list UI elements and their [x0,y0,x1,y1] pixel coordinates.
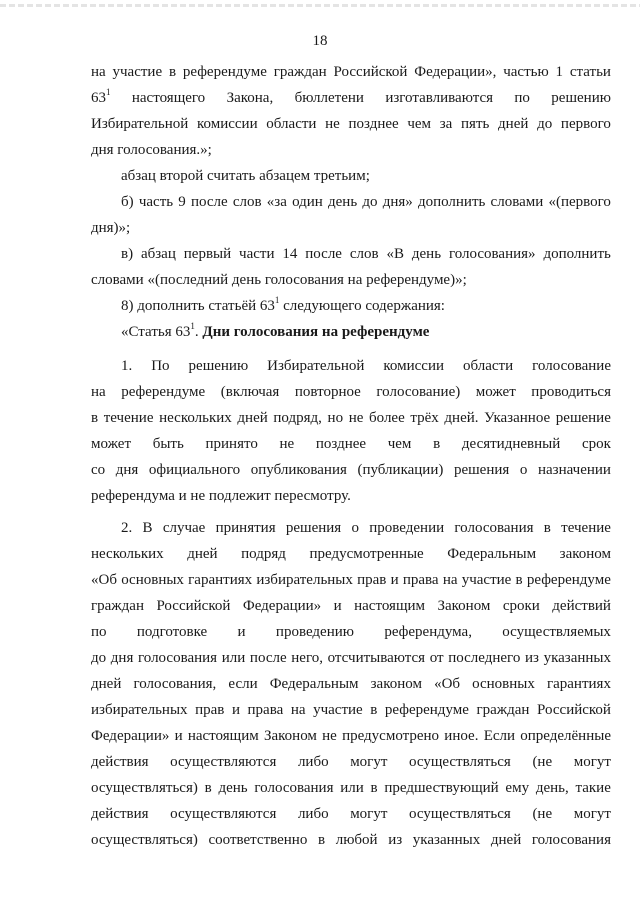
text-line: «Об основных гарантиях избирательных прав и права на участие в референдуме [91,572,611,588]
text-line: в течение нескольких дней подряд, но не более трёх дней. Указанное решение [91,410,611,426]
text-line: Избирательной комиссии области не позднее чем за пять дней до первого [91,116,611,132]
text-line: избирательных прав и права на участие в референдуме граждан Российской [91,702,611,718]
text-line: нескольких дней подряд предусмотренные Федеральным законом [91,546,611,562]
text-line: действия осуществляются либо могут осуществляться (не могут [91,806,611,822]
text-line: 1. По решению Избирательной комиссии области голосование [121,358,611,374]
text-line: Федерации» и настоящим Законом не предусмотрено иное. Если определённые [91,728,611,744]
text-line: референдума и не подлежит пересмотру. [91,488,351,504]
page-number: 18 [312,33,328,49]
text-line: на участие в референдуме граждан Российской Федерации», частью 1 статьи [91,64,611,80]
text-line: $63^1$ настоящего Закона, бюллетени изготавливаются по решению [91,87,611,106]
text-line: осуществляться) соответственно в любой из указанных дней голосования [91,832,611,848]
text-line: граждан Российской Федерации» и настоящим Законом сроки действий [91,598,611,614]
text-line: дня голосования.»; [91,142,212,158]
text-line: дня)»; [91,220,131,236]
text-line: осуществляться) в день голосования или в предшествующий ему день, такие [91,780,611,796]
text-line: б) часть 9 после слов «за один день до дня» дополнить словами «(первого [121,194,611,210]
text-line: словами «(последний день голосования на референдуме)»; [91,272,467,288]
text-line: «Статья $63^1$. Дни голосования на референдуме [121,321,430,340]
scan-top-edge [0,4,640,7]
text-line: на референдуме (включая повторное голосование) может проводиться [91,384,611,400]
text-line: абзац второй считать абзацем третьим; [121,168,370,184]
text-line: 2. В случае принятия решения о проведении голосования в течение [121,520,611,536]
text-line: может быть принято не позднее чем в десятидневный срок [91,436,611,452]
text-line: 8) дополнить статьёй $63^1$ следующего содержания: [121,295,445,314]
text-line: по подготовке и проведению референдума, осуществляемых [91,624,611,640]
text-line: действия осуществляются либо могут осуществляться (не могут [91,754,611,770]
text-line: до дня голосования или после него, отсчитываются от последнего из указанных [91,650,611,666]
text-line: в) абзац первый части 14 после слов «В день голосования» дополнить [121,246,611,262]
text-line: со дня официального опубликования (публикации) решения о назначении [91,462,611,478]
text-line: дней голосования, если Федеральным законом «Об основных гарантиях [91,676,611,692]
